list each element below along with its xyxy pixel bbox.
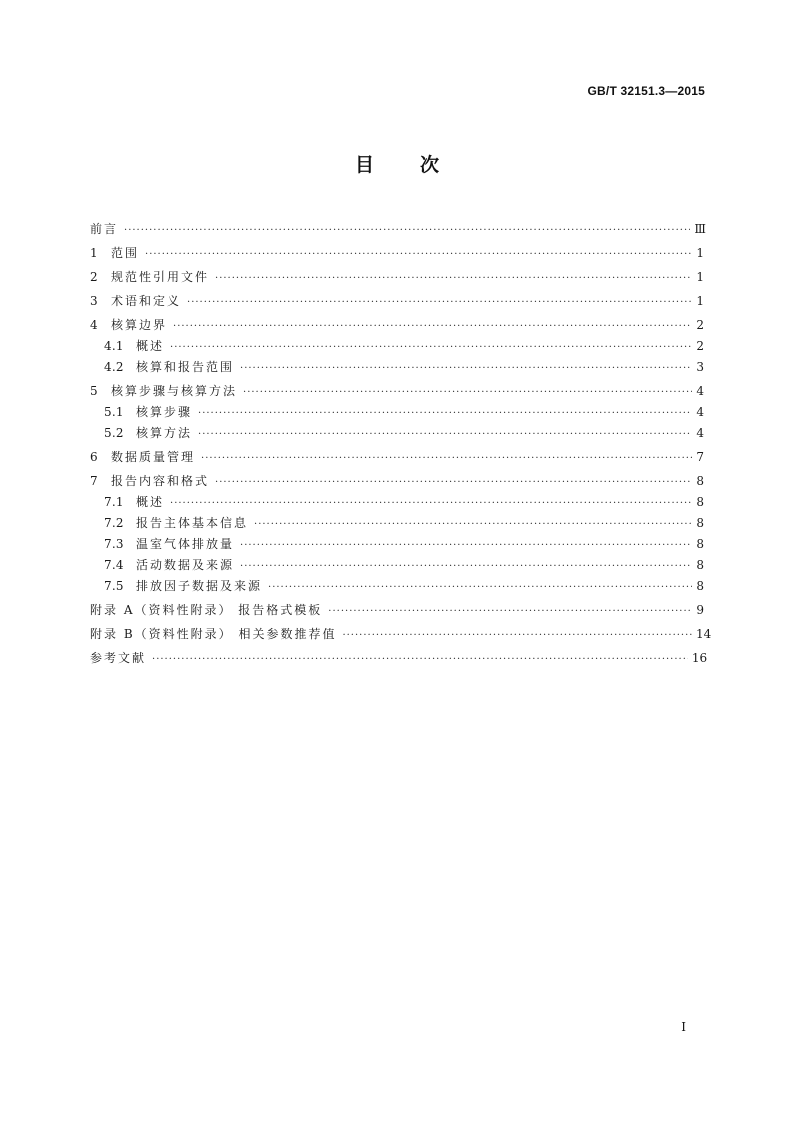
toc-entry[interactable] xyxy=(90,447,704,468)
toc-entry[interactable] xyxy=(90,357,704,378)
toc-entry-number: 7.2 xyxy=(104,516,124,530)
toc-entry[interactable] xyxy=(90,513,704,534)
toc-entry-page: 3 xyxy=(696,360,704,374)
toc-entry-label: 核算方法 xyxy=(136,426,193,440)
toc-dot-leader xyxy=(170,337,692,358)
toc-dot-leader xyxy=(328,601,692,622)
toc-entry-label: 附录 A（资料性附录） 报告格式模板 xyxy=(90,603,323,617)
toc-entry-label: 附录 B（资料性附录） 相关参数推荐值 xyxy=(90,627,337,641)
toc-entry-page: 14 xyxy=(696,627,712,641)
table-of-contents xyxy=(90,216,712,669)
toc-dot-leader xyxy=(243,382,692,403)
toc-entry-number: 3 xyxy=(90,294,98,308)
toc-entry-label: 核算步骤 xyxy=(136,405,193,419)
toc-entry-page: 8 xyxy=(696,474,704,488)
toc-entry-label: 概述 xyxy=(136,495,165,509)
toc-entry-number: 5.2 xyxy=(104,426,124,440)
toc-entry[interactable] xyxy=(90,219,704,240)
toc-entry[interactable] xyxy=(90,291,704,312)
toc-entry[interactable] xyxy=(90,267,704,288)
toc-entry[interactable] xyxy=(90,600,704,621)
toc-entry-page: 8 xyxy=(696,579,704,593)
toc-entry[interactable] xyxy=(90,243,704,264)
toc-dot-leader xyxy=(173,316,692,337)
title-char-1: 目 xyxy=(354,154,374,176)
toc-entry[interactable] xyxy=(90,381,704,402)
toc-entry-label: 活动数据及来源 xyxy=(136,558,235,572)
toc-dot-leader xyxy=(145,244,692,265)
toc-entry-number: 5.1 xyxy=(104,405,124,419)
toc-entry-page: 1 xyxy=(696,294,704,308)
toc-entry-page: 16 xyxy=(691,651,708,665)
toc-dot-leader xyxy=(215,472,692,493)
toc-entry-number: 6 xyxy=(90,450,98,464)
toc-entry-page: 4 xyxy=(696,426,704,440)
toc-entry-number: 7.3 xyxy=(104,537,124,551)
toc-entry[interactable] xyxy=(90,648,708,669)
toc-entry-label: 数据质量管理 xyxy=(111,450,196,464)
toc-dot-leader xyxy=(240,556,692,577)
toc-entry[interactable] xyxy=(90,624,712,645)
toc-entry[interactable] xyxy=(90,315,704,336)
page-title xyxy=(0,150,794,177)
toc-dot-leader xyxy=(342,625,692,646)
toc-entry-label: 术语和定义 xyxy=(111,294,182,308)
toc-entry[interactable] xyxy=(90,576,704,597)
toc-entry-number: 7.4 xyxy=(104,558,124,572)
toc-entry-label: 前言 xyxy=(90,222,119,236)
toc-entry-label: 参考文献 xyxy=(90,651,147,665)
toc-entry-number: 4.2 xyxy=(104,360,124,374)
toc-entry[interactable] xyxy=(90,336,704,357)
toc-dot-leader xyxy=(215,268,692,289)
toc-dot-leader xyxy=(124,220,690,241)
standard-number: GB/T 32151.3—2015 xyxy=(587,84,705,98)
toc-entry-page: 8 xyxy=(696,495,704,509)
page-number: Ⅰ xyxy=(681,1020,686,1034)
toc-entry-number: 7 xyxy=(90,474,98,488)
toc-dot-leader xyxy=(268,577,692,598)
toc-entry-page: 8 xyxy=(696,537,704,551)
toc-dot-leader xyxy=(187,292,692,313)
toc-entry-label: 范围 xyxy=(111,246,140,260)
toc-dot-leader xyxy=(254,514,692,535)
toc-entry-page: 4 xyxy=(696,384,704,398)
toc-entry-page: 1 xyxy=(696,246,704,260)
toc-entry-page: 4 xyxy=(696,405,704,419)
toc-entry-page: Ⅲ xyxy=(694,222,706,236)
toc-entry-label: 核算边界 xyxy=(111,318,168,332)
toc-entry-number: 7.5 xyxy=(104,579,124,593)
toc-entry-label: 核算步骤与核算方法 xyxy=(111,384,238,398)
toc-entry-number: 5 xyxy=(90,384,98,398)
toc-entry-page: 8 xyxy=(696,516,704,530)
toc-entry[interactable] xyxy=(90,423,704,444)
toc-entry-number: 4 xyxy=(90,318,98,332)
toc-entry-label: 规范性引用文件 xyxy=(111,270,210,284)
toc-dot-leader xyxy=(201,448,692,469)
toc-entry-label: 报告主体基本信息 xyxy=(136,516,249,530)
toc-entry-page: 7 xyxy=(696,450,704,464)
toc-entry-page: 2 xyxy=(696,318,704,332)
toc-entry[interactable] xyxy=(90,555,704,576)
toc-entry-page: 1 xyxy=(696,270,704,284)
toc-entry-label: 排放因子数据及来源 xyxy=(136,579,263,593)
toc-dot-leader xyxy=(170,493,692,514)
toc-dot-leader xyxy=(240,358,692,379)
toc-entry-label: 报告内容和格式 xyxy=(111,474,210,488)
toc-entry-page: 8 xyxy=(696,558,704,572)
toc-entry-page: 9 xyxy=(696,603,704,617)
toc-dot-leader xyxy=(240,535,692,556)
toc-dot-leader xyxy=(152,649,688,670)
toc-entry-number: 4.1 xyxy=(104,339,124,353)
toc-entry-number: 2 xyxy=(90,270,98,284)
toc-entry[interactable] xyxy=(90,471,704,492)
title-char-2: 次 xyxy=(420,154,440,176)
toc-entry[interactable] xyxy=(90,534,704,555)
toc-entry-label: 温室气体排放量 xyxy=(136,537,235,551)
toc-entry-page: 2 xyxy=(696,339,704,353)
toc-entry[interactable] xyxy=(90,492,704,513)
toc-entry[interactable] xyxy=(90,402,704,423)
toc-dot-leader xyxy=(198,424,692,445)
toc-entry-number: 7.1 xyxy=(104,495,124,509)
toc-entry-label: 概述 xyxy=(136,339,165,353)
toc-entry-label: 核算和报告范围 xyxy=(136,360,235,374)
toc-dot-leader xyxy=(198,403,692,424)
toc-entry-number: 1 xyxy=(90,246,98,260)
